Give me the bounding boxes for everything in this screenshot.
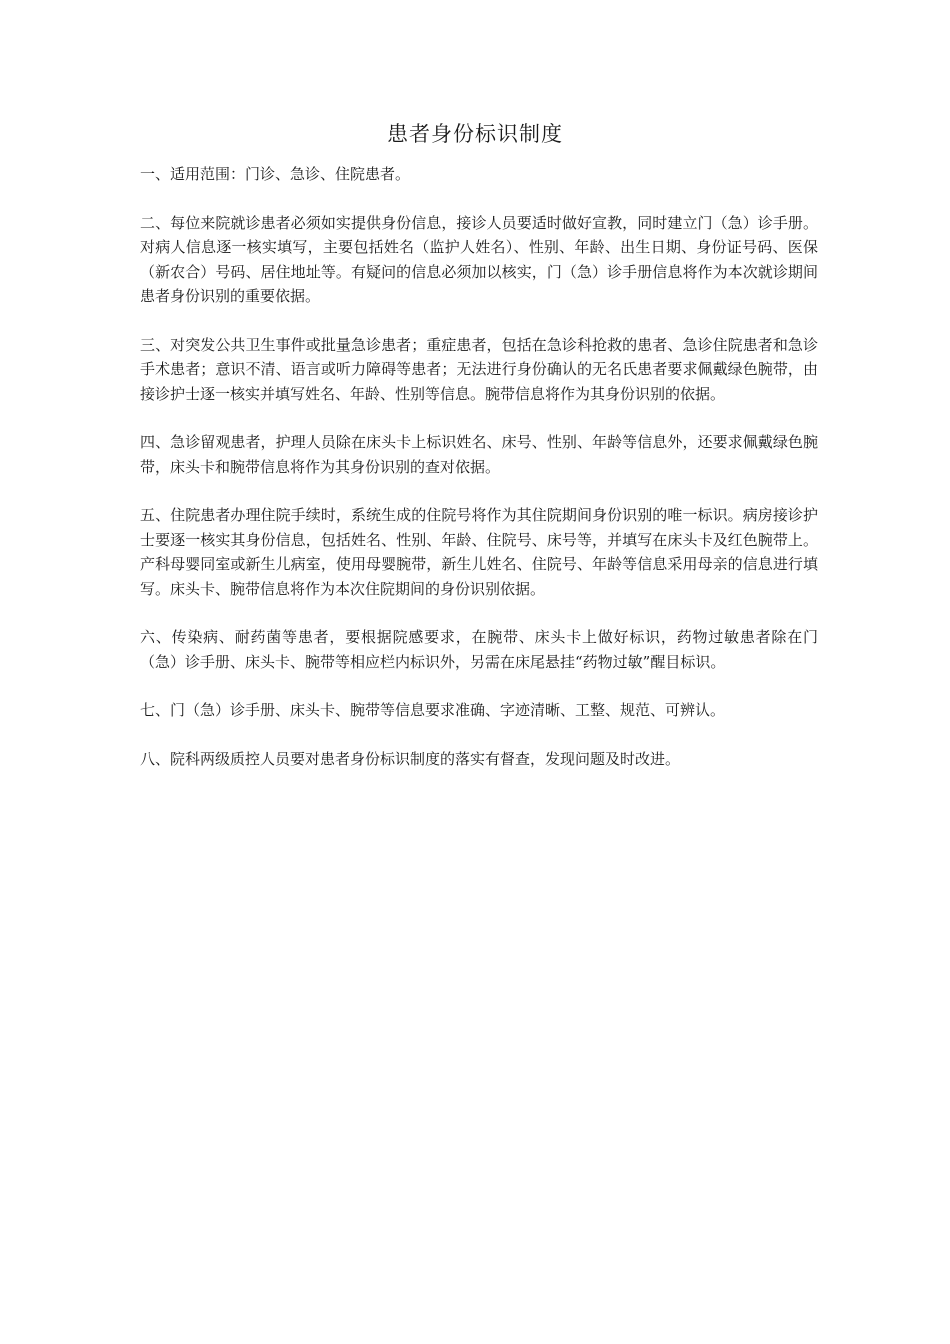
paragraph-infection-allergy: 六、传染病、耐药菌等患者，要根据院感要求，在腕带、床头卡上做好标识，药物过敏患者除在门（急）诊手册、床头卡、腕带等相应栏内标识外，另需在床尾悬挂“药物过敏”醒目标识。	[140, 628, 818, 671]
document-title: 患者身份标识制度	[387, 122, 563, 146]
paragraph-inpatient: 五、住院患者办理住院手续时，系统生成的住院号将作为其住院期间身份识别的唯一标识。病房接诊护士要逐一核实其身份信息，包括姓名、性别、年龄、住院号、床号等，并填写在床头卡及红色腕带上。产科母婴同室或新生儿病室，使用母婴腕带，新生儿姓名、住院号、年龄等信息采用母亲的信息进行填写。床头卡、腕带信息将作为本次住院期间的身份识别依据。	[140, 506, 818, 598]
paragraph-accuracy: 七、门（急）诊手册、床头卡、腕带等信息要求准确、字迹清晰、工整、规范、可辨认。	[140, 701, 726, 719]
paragraph-scope: 一、适用范围：门诊、急诊、住院患者。	[140, 165, 411, 183]
paragraph-registration: 二、每位来院就诊患者必须如实提供身份信息，接诊人员要适时做好宣教，同时建立门（急）诊手册。对病人信息逐一核实填写，主要包括姓名（监护人姓名）、性别、年龄、出生日期、身份证号码、医保（新农合）号码、居住地址等。有疑问的信息必须加以核实，门（急）诊手册信息将作为本次就诊期间患者身份识别的重要依据。	[140, 213, 818, 305]
document-body	[140, 162, 818, 795]
paragraph-quality-control: 八、院科两级质控人员要对患者身份标识制度的落实有督查，发现问题及时改进。	[140, 749, 681, 768]
paragraph-emergency-wristband: 三、对突发公共卫生事件或批量急诊患者；重症患者，包括在急诊科抢救的患者、急诊住院患者和急诊手术患者；意识不清、语言或听力障碍等患者；无法进行身份确认的无名氏患者要求佩戴绿色腕带，由接诊护士逐一核实并填写姓名、年龄、性别等信息。腕带信息将作为其身份识别的依据。	[140, 335, 818, 403]
paragraph-observation: 四、急诊留观患者，护理人员除在床头卡上标识姓名、床号、性别、年龄等信息外，还要求佩戴绿色腕带，床头卡和腕带信息将作为其身份识别的查对依据。	[140, 433, 818, 476]
